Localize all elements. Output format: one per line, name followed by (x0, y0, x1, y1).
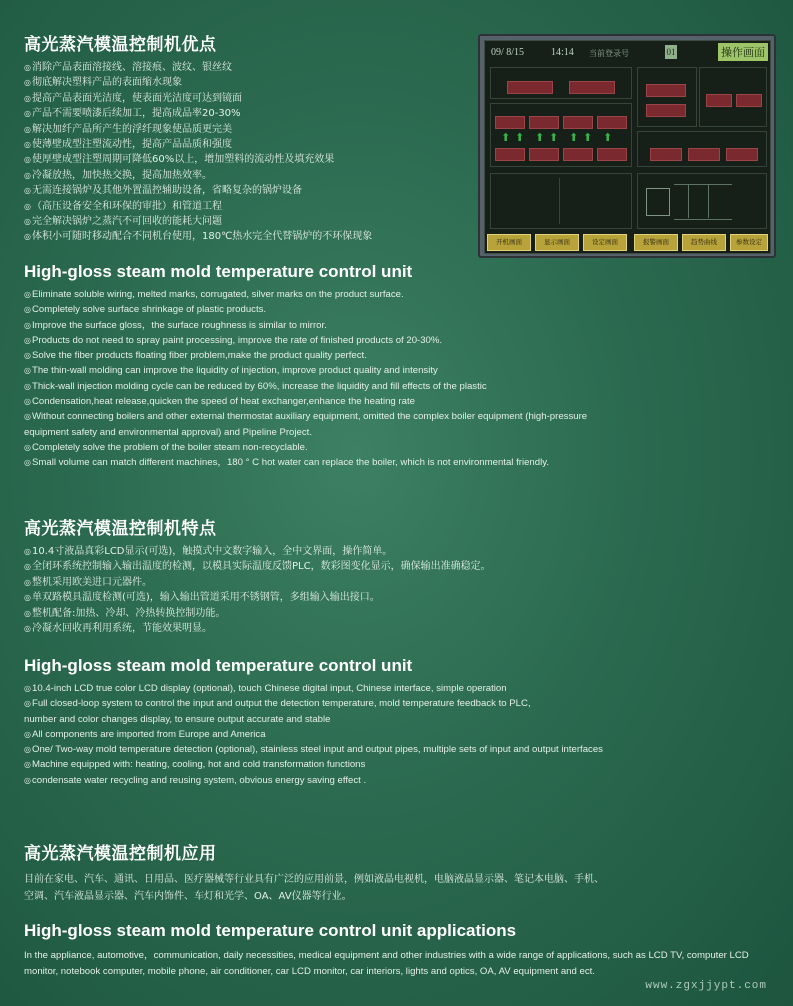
list-item: ◎ Machine equipped with: heating, cooling, hot and cold transformation functions (24, 757, 603, 772)
list-item: ◎ One/ Two-way mold temperature detection (optional), stainless steel input and output pipes, multiple sets of input and output interfaces (24, 742, 603, 757)
features-cn-title: 高光蒸汽模温控制机特点 (24, 519, 217, 539)
features-cn-section (24, 518, 491, 636)
advantages-cn-list (24, 60, 372, 245)
list-item: ◎ 使薄壁成型注塑流动性，提高产品品质和强度 (24, 137, 372, 152)
features-en-section (24, 655, 603, 788)
hmi-button (597, 116, 627, 129)
list-item: ◎ condensate water recycling and reusing system, obvious energy saving effect . (24, 773, 603, 788)
list-item: ◎ Full closed-loop system to control the input and output the detection temperature, mold temperature feedback to PLC, (24, 696, 603, 711)
hmi-box-3 (699, 67, 767, 127)
list-item: ◎ All components are imported from Europe and America (24, 727, 603, 742)
hmi-button (569, 81, 615, 94)
list-item: ◎ The thin-wall molding can improve the liquidity of injection, improve product quality and intensity (24, 363, 587, 378)
hmi-user: 当前登录号 (589, 49, 629, 58)
list-item: number and color changes display, to ensure output accurate and stable (24, 713, 331, 725)
list-item: ◎ Completely solve the problem of the boiler steam non-recyclable. (24, 440, 587, 455)
list-item: ◎ Without connecting boilers and other external thermostat auxiliary equipment, omitted the complex boiler equipment (high-pressure (24, 409, 587, 424)
hmi-button (736, 94, 762, 107)
hmi-box-5 (637, 131, 767, 167)
arrow-up-icon: ⬆ (515, 131, 525, 144)
applications-en-text: In the appliance, automotive，communication, daily necessities, medical equipment and other industries with a wide range of applications, such as LCD TV, computer LCD monitor, notebook computer, mobile phone, air conditioner, car LCD monitor, car interiors, lights and optics, OA, AV equipment and ect. (24, 950, 749, 977)
hmi-number: 01 (666, 47, 676, 57)
hmi-button (688, 148, 720, 161)
features-cn-list (24, 544, 491, 636)
applications-cn-title: 高光蒸汽模温控制机应用 (24, 844, 217, 864)
hmi-button (495, 148, 525, 161)
hmi-nav-button: 设定画面 (583, 234, 627, 251)
hmi-date: 09/ 8/15 (491, 47, 525, 58)
list-item: ◎ 整机采用欧美进口元器件。 (24, 575, 491, 590)
list-item: ◎ Products do not need to spray paint processing, improve the rate of finished products of 20-30%. (24, 333, 587, 348)
advantages-cn-section (24, 34, 372, 245)
list-item: ◎ 无需连接锅炉及其他外置温控辅助设备，省略复杂的锅炉设备 (24, 183, 372, 198)
applications-en-title: High-gloss steam mold temperature control unit applications (24, 921, 517, 940)
advantages-en-section (24, 261, 587, 471)
hmi-button (563, 148, 593, 161)
list-item: ◎ 消除产品表面溶接线、溶接痕、波纹、银丝纹 (24, 60, 372, 75)
list-item: ◎ 解决加纤产品所产生的浮纤现象使品质更完美 (24, 122, 372, 137)
hmi-time: 14:14 (551, 47, 574, 58)
hmi-panel-photo (478, 34, 776, 258)
arrow-up-icon: ⬆ (569, 131, 579, 144)
features-en-title: High-gloss steam mold temperature control unit (24, 656, 413, 675)
advantages-en-list (24, 287, 587, 471)
hmi-box-4 (490, 103, 632, 167)
list-item: ◎ 10.4-inch LCD true color LCD display (optional), touch Chinese digital input, Chinese interface, simple operation (24, 681, 603, 696)
list-item: ◎ Small volume can match different machines，180 ° C hot water can replace the boiler, which is not environmental friendly. (24, 455, 587, 470)
list-item: ◎ Eliminate soluble wiring, melted marks, corrugated, silver marks on the product surface. (24, 287, 587, 302)
site-watermark: www.zgxjjypt.com (645, 980, 767, 992)
advantages-cn-title: 高光蒸汽模温控制机优点 (24, 35, 217, 55)
hmi-nav-button: 参数设定 (730, 234, 768, 251)
applications-cn-text: 目前在家电、汽车、通讯、日用品、医疗器械等行业具有广泛的应用前景，例如液晶电视机，电脑液晶显示器、笔记本电脑、手机、空调、汽车液晶显示器、汽车内饰件、车灯和光学、OA、AV仪器等行业。 (24, 874, 604, 902)
applications-en-section (24, 920, 774, 980)
list-item: ◎ 体积小可随时移动配合不同机台使用，180℃热水完全代替锅炉的不环保现象 (24, 229, 372, 244)
arrow-up-icon: ⬆ (603, 131, 613, 144)
list-item: ◎ 产品不需要喷漆后续加工，提高成品率20-30% (24, 106, 372, 121)
advantages-en-title: High-gloss steam mold temperature control unit (24, 262, 413, 281)
hmi-nav-button: 显示画面 (535, 234, 579, 251)
list-item: ◎ 冷凝水回收再利用系统，节能效果明显。 (24, 621, 491, 636)
hmi-button (646, 84, 686, 97)
hmi-button (495, 116, 525, 129)
hmi-nav-button: 报警画面 (634, 234, 678, 251)
list-item: equipment safety and environmental approval) and Pipeline Project. (24, 426, 312, 438)
hmi-box-7 (637, 173, 767, 229)
list-item: ◎ Condensation,heat release,quicken the speed of heat exchanger,enhance the heating rate (24, 394, 587, 409)
list-item: ◎ 完全解决锅炉之蒸汽不可回收的能耗大问题 (24, 214, 372, 229)
hmi-nav-button: 趋势曲线 (682, 234, 726, 251)
hmi-button (507, 81, 553, 94)
hmi-box-6 (490, 173, 632, 229)
list-item: ◎ Improve the surface gloss，the surface roughness is similar to mirror. (24, 318, 587, 333)
list-item: ◎ 提高产品表面光洁度，使表面光洁度可达到镜面 (24, 91, 372, 106)
hmi-button (597, 148, 627, 161)
list-item: ◎ Thick-wall injection molding cycle can be reduced by 60%, increase the liquidity and fill effects of the plastic (24, 379, 587, 394)
hmi-button (650, 148, 682, 161)
list-item: ◎ 冷凝放热，加快热交换，提高加热效率。 (24, 168, 372, 183)
hmi-screen (484, 40, 771, 254)
hmi-button (529, 148, 559, 161)
list-item: ◎ Solve the fiber products floating fiber problem,make the product quality perfect. (24, 348, 587, 363)
list-item: ◎ 全闭环系统控制输入输出温度的检测，以模具实际温度反馈PLC，数彩图变化显示，确保输出准确稳定。 (24, 559, 491, 574)
hmi-top-bar (485, 41, 770, 63)
hmi-screen-name: 操作画面 (718, 43, 768, 61)
list-item: ◎ Completely solve surface shrinkage of plastic products. (24, 302, 587, 317)
arrow-up-icon: ⬆ (535, 131, 545, 144)
hmi-nav-bar (487, 234, 768, 250)
features-en-list (24, 681, 603, 788)
list-item: ◎ 彻底解决塑料产品的表面缩水现象 (24, 75, 372, 90)
hmi-button (563, 116, 593, 129)
hmi-button (646, 104, 686, 117)
list-item: ◎ 使厚壁成型注塑周期可降低60%以上，增加塑料的流动性及填充效果 (24, 152, 372, 167)
hmi-button (706, 94, 732, 107)
applications-cn-section (24, 843, 604, 905)
hmi-box-1 (490, 67, 632, 99)
hmi-box-2 (637, 67, 697, 127)
list-item: ◎ 10.4寸液晶真彩LCD显示(可选)，触摸式中文数字输入，全中文界面，操作简单。 (24, 544, 491, 559)
arrow-up-icon: ⬆ (501, 131, 511, 144)
heater-coil-icon (646, 188, 670, 216)
list-item: ◎ （高压设备安全和环保的审批）和管道工程 (24, 199, 372, 214)
hmi-nav-button: 开机画面 (487, 234, 531, 251)
hmi-button (726, 148, 758, 161)
list-item: ◎ 整机配备:加热、冷却、冷热转换控制功能。 (24, 606, 491, 621)
list-item: ◎ 单双路模具温度检测(可选)，输入输出管道采用不锈钢管，多组输入输出接口。 (24, 590, 491, 605)
arrow-up-icon: ⬆ (583, 131, 593, 144)
arrow-up-icon: ⬆ (549, 131, 559, 144)
hmi-button (529, 116, 559, 129)
